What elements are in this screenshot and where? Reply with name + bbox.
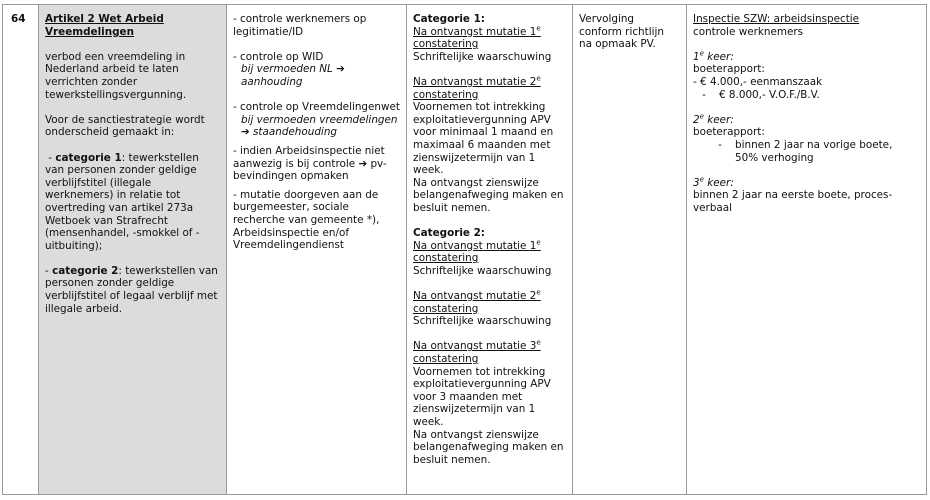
second-fine-text: binnen 2 jaar na vorige boete, 50% verhoging — [735, 138, 893, 164]
keer-number: 1 — [693, 50, 700, 63]
ordinal-sup: e — [699, 112, 704, 121]
category-2-text: : tewerkstellen van personen zonder geldige verblijfstitel of legaal verblijf met illegale arbeid. — [45, 264, 218, 315]
first-fine-line-2 — [693, 89, 920, 102]
warning-text: Schriftelijke waarschuwing — [413, 264, 552, 277]
mutatie-prefix: Na ontvangst mutatie — [413, 75, 530, 88]
prosecution-text: Vervolging conform richtlijn na opmaak PV. — [579, 13, 664, 51]
category-1-item — [45, 152, 220, 253]
table-row — [3, 5, 927, 495]
bullet-dash: - — [718, 138, 722, 151]
second-time-heading — [693, 114, 920, 127]
offence-title: Artikel 2 Wet Arbeid Vreemdelingen — [45, 13, 164, 38]
ordinal-sup: e — [536, 24, 541, 33]
mutatie-1-heading — [413, 26, 566, 51]
offence-intro: Voor de sanctiestrategie wordt onderscheid gemaakt in: — [45, 113, 205, 139]
offence-description: verbod een vreemdeling in Nederland arbeid te laten verrichten zonder tewerkstellingsvergunning. — [45, 50, 187, 101]
mutatie-number: 2 — [529, 290, 537, 303]
mutatie-constatering: constatering — [413, 252, 479, 265]
warning-text: Schriftelijke waarschuwing — [413, 315, 552, 328]
category-1-label: categorie 1 — [55, 151, 122, 164]
keer-label: keer: — [703, 176, 734, 189]
cat2-intrekking-text: Voornemen tot intrekking exploitatievergunning APV voor 3 maanden met zienswijzetermijn van 1 week. — [413, 365, 551, 428]
ordinal-sup: e — [536, 74, 541, 83]
mutatie-3-heading — [413, 340, 566, 365]
ordinal-sup: e — [536, 288, 541, 297]
mutatie-number: 1 — [529, 25, 537, 38]
category-1-prefix: - — [45, 151, 56, 164]
second-fine-item — [693, 139, 920, 164]
row-number-cell — [3, 5, 39, 495]
category-2-prefix: - — [45, 264, 53, 277]
ordinal-sup: e — [536, 338, 541, 347]
ordinal-sup: e — [536, 238, 541, 247]
category-2-title: Categorie 2: — [413, 227, 485, 240]
action-item-4: - indien Arbeidsinspectie niet aanwezig is bij controle ➔ pv-bevindingen opmaken — [233, 144, 387, 183]
action-item-2-sub: bij vermoeden NL ➔ aanhouding — [241, 63, 345, 88]
action-item-5: - mutatie doorgeven aan de burgemeester, sociale recherche van gemeente *), Arbeidsinspectie en/of Vreemdelingendienst — [233, 188, 380, 252]
second-rapport: boeterapport: — [693, 126, 765, 139]
category-1-title: Categorie 1: — [413, 13, 485, 25]
offence-cell — [39, 5, 227, 495]
cat1-intrekking-text: Voornemen tot intrekking exploitatievergunning APV voor minimaal 1 maand en maximaal 6 maanden met zienswijzetermijn van 1 week. — [413, 101, 554, 177]
inspection-cell — [687, 5, 927, 495]
afweging-text: Na ontvangst zienswijze belangenafweging maken en besluit nemen. — [413, 428, 564, 466]
mutatie-constatering: constatering — [413, 38, 479, 51]
municipal-sanctions-cell — [407, 5, 573, 495]
keer-label: keer: — [703, 50, 734, 63]
first-fine-line-2-text: € 8.000,- V.O.F./B.V. — [719, 88, 820, 101]
mutatie-number: 3 — [529, 340, 537, 353]
keer-label: keer: — [703, 113, 734, 126]
category-1-text: : tewerkstellen van personen zonder geldige verblijfstitel (illegale werknemers) in relatie tot overtreding van artikel 273a Wetboek van Strafrecht (mensenhandel, -smokkel of -uitbuiting); — [45, 151, 200, 252]
mutatie-prefix: Na ontvangst mutatie — [413, 239, 530, 252]
mutatie-constatering: constatering — [413, 353, 479, 366]
action-item-1: - controle werknemers op legitimatie/ID — [233, 13, 367, 38]
third-fine-text: binnen 2 jaar na eerste boete, proces-verbaal — [693, 189, 893, 214]
mutatie-prefix: Na ontvangst mutatie — [413, 25, 530, 38]
mutatie-number: 1 — [529, 239, 537, 252]
action-item-3: - controle op Vreemdelingenwet — [233, 101, 400, 114]
mutatie-constatering: constatering — [413, 302, 479, 315]
first-fine-line-1: - € 4.000,- eenmanszaak — [693, 75, 823, 88]
afweging-text: Na ontvangst zienswijze belangenafweging maken en besluit nemen. — [413, 176, 564, 214]
warning-text: Schriftelijke waarschuwing — [413, 50, 552, 63]
mutatie-number: 2 — [529, 75, 537, 88]
mutatie-1-heading — [413, 240, 566, 265]
ordinal-sup: e — [699, 175, 704, 184]
category-2-item — [45, 265, 220, 315]
action-item-3-sub: bij vermoeden vreemdelingen ➔ staandehouding — [241, 113, 398, 139]
keer-number: 2 — [693, 113, 700, 126]
inspection-subheader: controle werknemers — [693, 25, 804, 38]
mutatie-2-heading — [413, 76, 566, 101]
third-time-heading — [693, 177, 920, 190]
mutatie-2-heading — [413, 290, 566, 315]
police-actions-cell — [227, 5, 407, 495]
action-item-2: - controle op WID — [233, 50, 324, 63]
mutatie-constatering: constatering — [413, 88, 479, 101]
sanction-table — [2, 4, 927, 495]
keer-number: 3 — [693, 176, 700, 189]
row-number: 64 — [11, 13, 26, 25]
mutatie-prefix: Na ontvangst mutatie — [413, 290, 530, 303]
first-time-heading — [693, 51, 920, 64]
first-rapport: boeterapport: — [693, 63, 765, 76]
ordinal-sup: e — [699, 49, 704, 58]
bullet-dash: - — [702, 88, 706, 101]
category-2-label: categorie 2 — [52, 264, 119, 277]
mutatie-prefix: Na ontvangst mutatie — [413, 340, 530, 353]
inspection-header: Inspectie SZW: arbeidsinspectie — [693, 13, 860, 25]
prosecution-cell — [573, 5, 687, 495]
